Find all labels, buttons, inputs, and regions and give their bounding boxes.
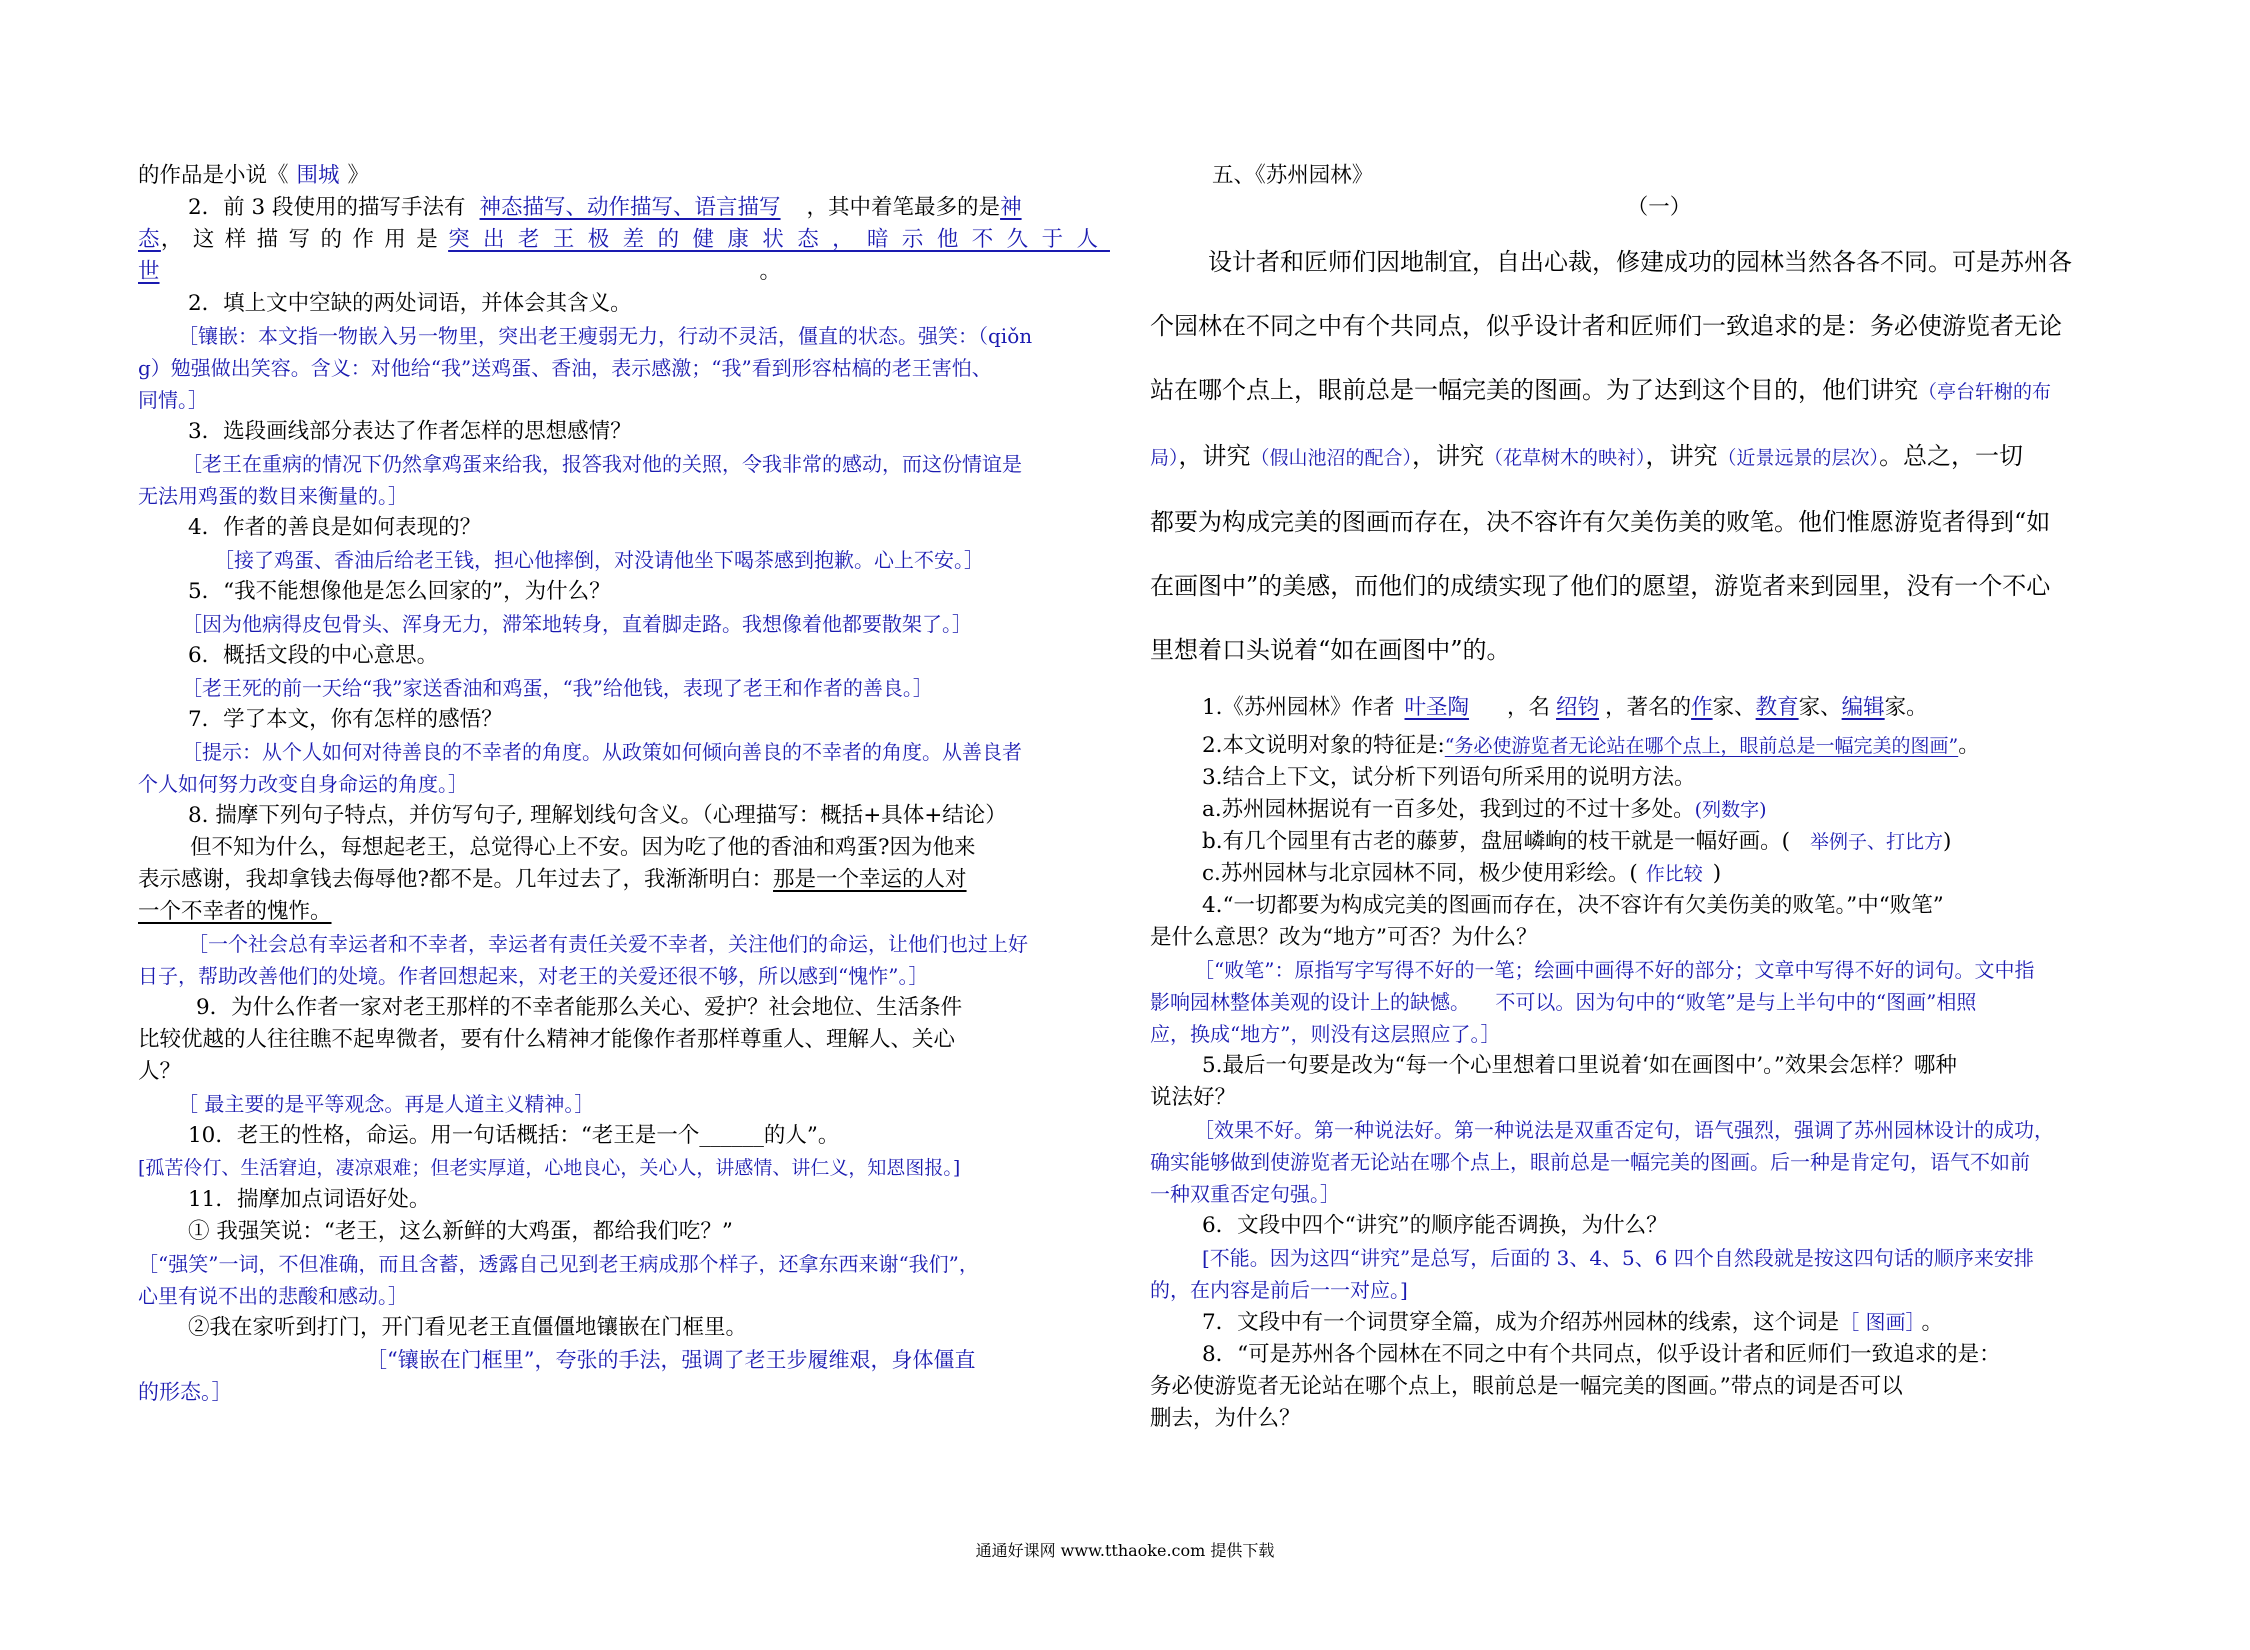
line-novel xyxy=(138,160,1110,192)
question-text: 家。 xyxy=(1884,695,1928,720)
text: ) xyxy=(1712,861,1722,886)
answer-r6-2: 的，在内容是前后一一对应。] xyxy=(1150,1278,1408,1302)
answer-6: ［老王死的前一天给“我”家送香油和鸡蛋，“我”给他钱，表现了老王和作者的善良。］ xyxy=(182,676,933,700)
question-r4-1: 4.“一切都要为构成完美的图画而存在，决不容许有欠美伤美的败笔。”中“败笔” xyxy=(1202,893,1944,918)
question-r8-1: 8．“可是苏州各个园林在不同之中有个共同点，似乎设计者和匠师们一致追求的是： xyxy=(1202,1342,2001,1367)
answer-r5-2: 确实能够做到使游览者无论站在哪个点上，眼前总是一幅完美的图画。后一种是肯定句，语气不如前 xyxy=(1150,1150,2030,1174)
question-r6: 6．文段中四个“讲究”的顺序能否调换，为什么？ xyxy=(1202,1213,1668,1238)
answer-r5-1: ［效果不好。第一种说法好。第一种说法是双重否定句，语气强烈，强调了苏州园林设计的成功， xyxy=(1194,1118,2054,1142)
answer-text: 作比较 xyxy=(1645,863,1703,885)
question-r5-1: 5.最后一句要是改为“每一个心里想着口里说着‘如在画图中’。”效果会怎样？哪种 xyxy=(1202,1053,1957,1078)
passage-line: 在画图中”的美感，而他们的成绩实现了他们的愿望，游览者来到园里，没有一个不心 xyxy=(1150,572,2051,600)
question-text: 家、 xyxy=(1712,695,1756,720)
answer-8-1: ［一个社会总有幸运者和不幸者，幸运者有责任关爱不幸者，关注他们的命运，让他们也过上好 xyxy=(188,932,1028,956)
answer-2b-3: 同情。］ xyxy=(138,388,208,412)
question-r7 xyxy=(1150,1306,2120,1339)
answer-4: ［接了鸡蛋、香油后给老王钱，担心他摔倒，对没请他坐下喝茶感到抱歉。心上不安。］ xyxy=(214,548,984,572)
question-11-2: ②我在家听到打门，开门看见老王直僵僵地镶嵌在门框里。 xyxy=(188,1315,748,1340)
question-7: 7．学了本文，你有怎样的感悟？ xyxy=(188,707,503,732)
question-r3-b xyxy=(1150,826,2120,858)
answer-3-1: ［老王在重病的情况下仍然拿鸡蛋来给我，报答我对他的关照，令我非常的感动，而这份情谊是 xyxy=(182,452,1022,476)
answer-text: 世 xyxy=(138,259,160,284)
answer-r6-1: [不能。因为这四“讲究”是总写，后面的 3、4、5、6 四个自然段就是按这四句话的顺序来安排 xyxy=(1202,1246,2034,1270)
answer-3-2: 无法用鸡蛋的数目来衡量的。］ xyxy=(138,484,408,508)
answer-text: 围城 xyxy=(296,163,340,188)
answer-r5-3: 一种双重否定句强。］ xyxy=(1150,1182,1340,1206)
answer-r4-1: ［“败笔”：原指写字写得不好的一笔；绘画中画得不好的部分；文章中写得不好的词句。文中指 xyxy=(1194,958,2035,982)
question-10: 10．老王的性格，命运。用一句话概括：“老王是一个______的人”。 xyxy=(188,1123,840,1148)
passage-line: 都要为构成完美的图画而存在，决不容许有欠美伤美的败笔。他们惟愿游览者得到“如 xyxy=(1150,508,2051,536)
answer-text: 教育 xyxy=(1755,695,1799,720)
question-2-line3 xyxy=(138,256,1110,288)
answer-text: 绍钧 xyxy=(1556,695,1600,720)
left-column xyxy=(138,160,1110,1408)
question-text: 7．文段中有一个词贯穿全篇，成为介绍苏州园林的线索，这个词是 xyxy=(1202,1310,1840,1335)
answer-text: 神 xyxy=(1000,195,1022,220)
answer-7-1: ［提示：从个人如何对待善良的不幸者的角度。从政策如何倾向善良的不幸者的角度。从善良者 xyxy=(182,740,1022,764)
answer-text: （假山池沼的配合） xyxy=(1250,447,1413,469)
text: ，讲究 xyxy=(1645,442,1718,470)
question-r8-2: 务必使游览者无论站在哪个点上，眼前总是一幅完美的图画。”带点的词是否可以 xyxy=(1150,1374,1903,1399)
underlined-text: 一个不幸者的愧怍。 xyxy=(138,899,332,924)
answer-10: [孤苦伶仃、生活窘迫，凄凉艰难；但老实厚道，心地良心，关心人，讲感情、讲仁义，知恩图报。] xyxy=(138,1157,961,1179)
text: 。总之，一切 xyxy=(1879,442,2024,470)
question-r3: 3.结合上下文，试分析下列语句所采用的说明方法。 xyxy=(1202,765,1696,790)
answer-text: （亭台轩榭的布 xyxy=(1918,381,2052,403)
right-column xyxy=(1150,160,2120,1435)
passage-line: 设计者和匠师们因地制宜，自出心裁，修建成功的园林当然各各不同。可是苏州各 xyxy=(1208,248,2072,276)
passage-line xyxy=(1150,358,2120,424)
answer-text: ［ 图画］ xyxy=(1839,1310,1916,1334)
question-3: 3．选段画线部分表达了作者怎样的思想感情？ xyxy=(188,419,632,444)
question-8-sentence-3 xyxy=(138,896,1110,928)
passage-line: 个园林在不同之中有个共同点，似乎设计者和匠师们一致追求的是：务必使游览者无论 xyxy=(1150,312,2062,340)
question-text: b.有几个园里有古老的藤萝，盘屈嶙峋的枝干就是一幅好画。( xyxy=(1202,829,1790,854)
question-text: c.苏州园林与北京园林不同，极少使用彩绘。( xyxy=(1202,861,1638,886)
answer-8-2: 日子，帮助改善他们的处境。作者回想起来，对老王的关爱还很不够，所以感到“愧怍”。］ xyxy=(138,964,929,988)
question-9-2: 比较优越的人往往瞧不起卑微者，要有什么精神才能像作者那样尊重人、理解人、关心 xyxy=(138,1027,956,1052)
answer-text: 叶圣陶 xyxy=(1404,695,1470,720)
question-r3-c xyxy=(1150,858,2120,890)
section-subtitle: （一） xyxy=(1626,195,1692,220)
text: 站在哪个点上，眼前总是一幅完美的图画。为了达到这个目的，他们讲究 xyxy=(1150,376,1918,404)
answer-text: 局） xyxy=(1150,447,1179,469)
question-11: 11．揣摩加点词语好处。 xyxy=(188,1187,431,1212)
passage-line: 里想着口头说着“如在画图中”的。 xyxy=(1150,636,1511,664)
page-footer: 通通好课网 www.tthaoke.com 提供下载 xyxy=(975,1541,1275,1560)
answer-9: ［ 最主要的是平等观念。再是人道主义精神。］ xyxy=(178,1092,595,1116)
text: 。 xyxy=(759,259,782,284)
answer-r4-3: 应，换成“地方”，则没有这层照应了。］ xyxy=(1150,1022,1501,1046)
question-4: 4．作者的善良是如何表现的？ xyxy=(188,515,482,540)
answer-11-2-a: ［“镶嵌在门框里”，夸张的手法，强调了老王步履维艰，身体僵直 xyxy=(366,1348,976,1372)
text: 。 xyxy=(1958,733,1980,758)
question-8: 8. 揣摩下列句子特点，并仿写句子, 理解划线句含义。（心理描写：概括+具体+结论） xyxy=(188,803,1007,828)
answer-r4-2: 影响园林整体美观的设计上的缺憾。 不可以。因为句中的“败笔”是与上半句中的“图画”相照 xyxy=(1150,990,1977,1014)
answer-text: （近景远景的层次） xyxy=(1717,447,1880,469)
answer-text: 神态描写、动作描写、语言描写 xyxy=(479,195,781,220)
answer-text: 态 xyxy=(138,227,161,252)
text: 》 xyxy=(347,163,370,188)
question-text: ，这样描写的作用是 xyxy=(160,227,449,252)
question-r1 xyxy=(1150,692,2120,724)
text: 。 xyxy=(1921,1310,1944,1335)
question-8-sentence-2 xyxy=(138,864,1110,896)
answer-text: 突出老王极差的健康状态，暗示他不久于人 xyxy=(448,227,1110,252)
answer-text: 编辑 xyxy=(1841,695,1885,720)
question-text: ，著名的 xyxy=(1605,695,1692,720)
text: ，讲究 xyxy=(1412,442,1485,470)
passage-line xyxy=(1150,424,2120,490)
section-title: 五、《苏州园林》 xyxy=(1212,163,1374,188)
text: ) xyxy=(1943,829,1952,854)
answer-5: ［因为他病得皮包骨头、浑身无力，滞笨地转身，直着脚走路。我想像着他都要散架了。］ xyxy=(182,612,972,636)
text: 表示感谢，我却拿钱去侮辱他?都不是。几年过去了，我渐渐明白： xyxy=(138,867,774,892)
question-text: a.苏州园林据说有一百多处，我到过的不过十多处。 xyxy=(1202,797,1695,822)
question-8-sentence-1: 但不知为什么，每想起老王，总觉得心上不安。因为吃了他的香油和鸡蛋?因为他来 xyxy=(190,835,976,860)
question-r3-a xyxy=(1150,794,2120,826)
answer-2b-1: ［镶嵌：本文指一物嵌入另一物里，突出老王瘦弱无力，行动不灵活，僵直的状态。强笑：（qiǒn xyxy=(178,324,1033,348)
question-2-line2 xyxy=(138,224,1110,256)
answer-text: 举例子、打比方 xyxy=(1810,831,1944,853)
underlined-text: 那是一个幸运的人对 xyxy=(773,867,967,892)
question-2b: 2．填上文中空缺的两处词语，并体会其含义。 xyxy=(188,291,632,316)
question-text: 1.《苏州园林》作者 xyxy=(1202,695,1395,720)
answer-11-2-b: 的形态。］ xyxy=(138,1380,233,1404)
question-text: 家、 xyxy=(1798,695,1842,720)
question-text: 2．前 3 段使用的描写手法有 xyxy=(188,195,466,220)
question-r8-3: 删去，为什么？ xyxy=(1150,1406,1301,1431)
question-11-1: ① 我强笑说：“老王，这么新鲜的大鸡蛋，都给我们吃？” xyxy=(188,1219,733,1244)
answer-11-1-b: 心里有说不出的悲酸和感动。］ xyxy=(138,1284,408,1308)
question-2 xyxy=(138,192,1110,224)
question-9-1: 9．为什么作者一家对老王那样的不幸者能那么关心、爱护？社会地位、生活条件 xyxy=(196,995,963,1020)
passage xyxy=(1150,230,2120,682)
question-r5-2: 说法好？ xyxy=(1150,1085,1237,1110)
question-text: ，名 xyxy=(1507,695,1551,720)
question-text: ，其中着笔最多的是 xyxy=(806,195,1001,220)
text: ，讲究 xyxy=(1178,442,1251,470)
answer-11-1-a: ［“强笑”一词，不但准确，而且含蓄，透露自己见到老王病成那个样子，还拿东西来谢“我们”， xyxy=(138,1252,979,1276)
answer-text: （花草树木的映衬） xyxy=(1484,447,1646,469)
question-text: 2.本文说明对象的特征是: xyxy=(1202,733,1445,758)
text: 的作品是小说《 xyxy=(138,163,289,188)
answer-7-2: 个人如何努力改变自身命运的角度。］ xyxy=(138,772,468,796)
answer-text: “务必使游览者无论站在哪个点上，眼前总是一幅完美的图画” xyxy=(1444,735,1959,757)
answer-text: (列数字) xyxy=(1694,799,1767,821)
answer-2b-2: g）勉强做出笑容。含义：对他给“我”送鸡蛋、香油，表示感激；“我”看到形容枯槁的老王害怕、 xyxy=(138,356,992,380)
question-5: 5．“我不能想像他是怎么回家的”，为什么？ xyxy=(188,579,611,604)
answer-text: 作 xyxy=(1691,695,1713,720)
question-9-3: 人？ xyxy=(138,1059,182,1084)
question-6: 6．概括文段的中心意思。 xyxy=(188,643,439,668)
question-r2 xyxy=(1150,730,2120,762)
question-r4-2: 是什么意思？改为“地方”可否？为什么？ xyxy=(1150,925,1538,950)
